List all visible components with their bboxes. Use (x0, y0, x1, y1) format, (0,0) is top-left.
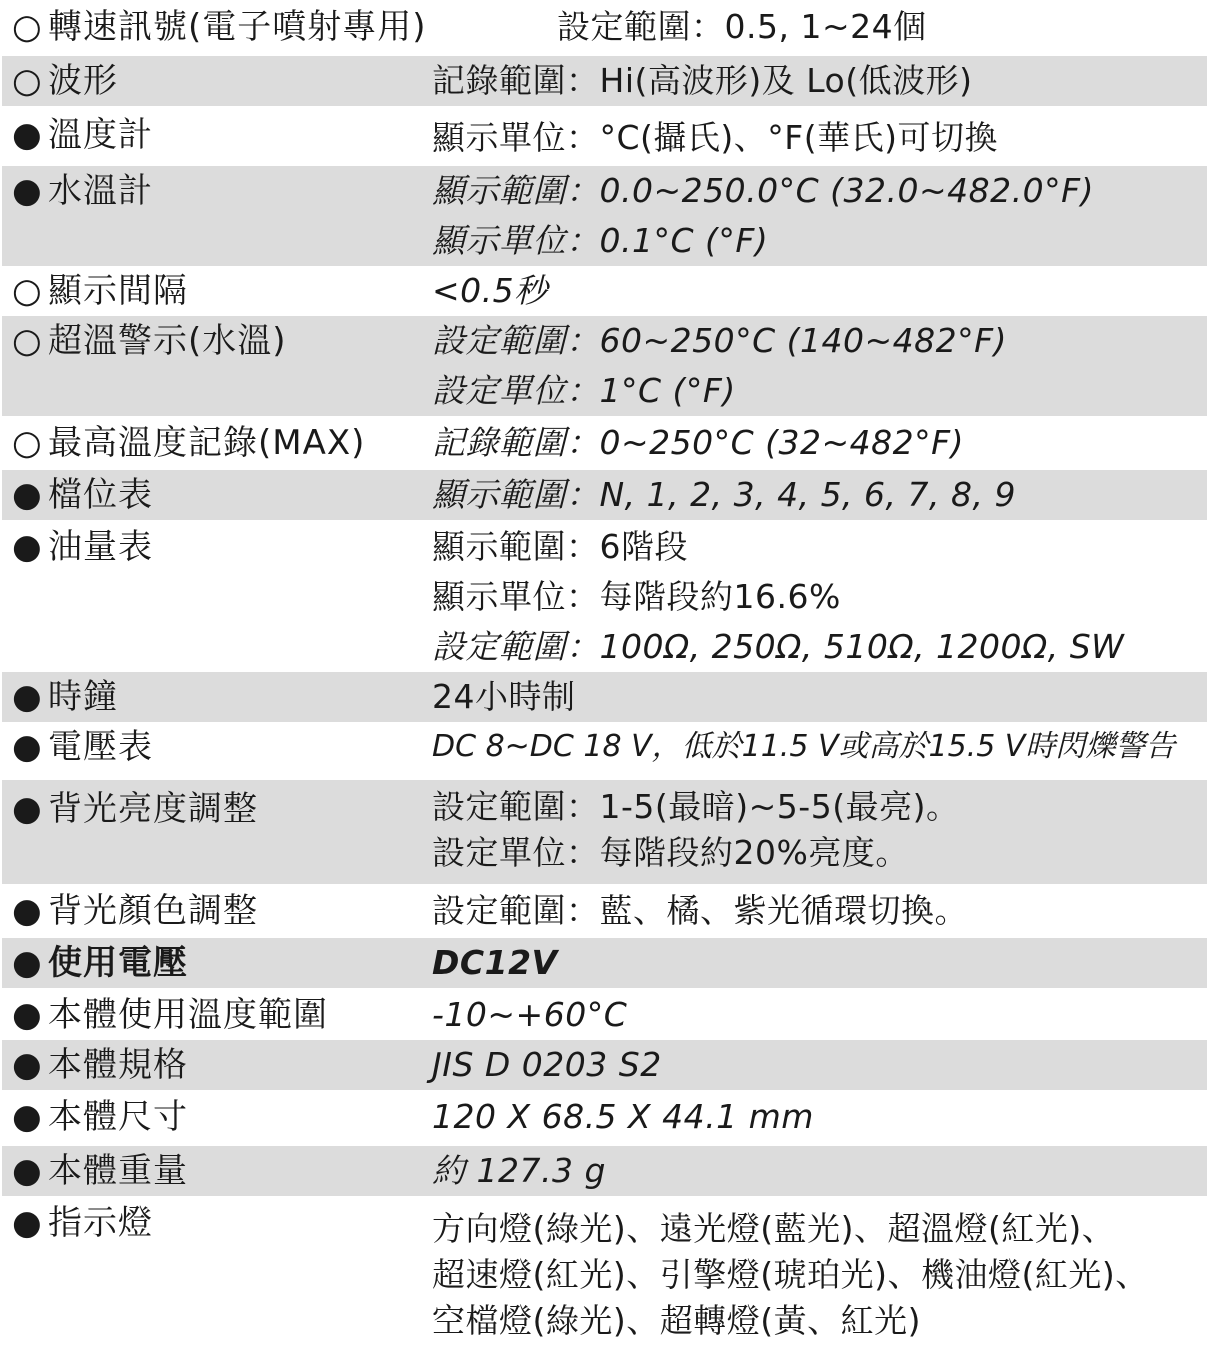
row-value: 設定範圍：1-5(最暗)~5-5(最亮)。 設定單位：每階段約20%亮度。 (432, 787, 960, 872)
table-row (2, 110, 1207, 166)
filled-circle-icon: ● (12, 727, 43, 767)
table-row (2, 672, 1207, 722)
table-row (2, 316, 1207, 416)
row-value: 設定範圍：60~250°C (140~482°F) 設定單位：1°C (°F) (432, 321, 1008, 410)
row-label: ● 背光亮度調整 (12, 784, 258, 834)
table-row (2, 1040, 1207, 1090)
filled-circle-icon: ● (12, 943, 43, 983)
table-row (2, 722, 1207, 778)
row-label: ● 本體使用溫度範圍 (12, 990, 328, 1040)
row-value: 設定範圍：0.5, 1~24個 (557, 7, 927, 46)
row-value: 設定範圍：藍、橘、紫光循環切換。 (432, 891, 968, 930)
filled-circle-icon: ● (12, 891, 43, 931)
table-row (2, 1146, 1207, 1196)
filled-circle-icon: ● (12, 1203, 43, 1243)
row-value: 記錄範圍：0~250°C (32~482°F) (432, 423, 965, 462)
row-label: ● 使用電壓 (12, 938, 188, 988)
hollow-circle-icon: ○ (12, 321, 43, 361)
row-value: 記錄範圍：Hi(高波形)及 Lo(低波形) (432, 61, 973, 100)
row-label: ○ 顯示間隔 (12, 266, 188, 316)
table-row (2, 56, 1207, 106)
row-label: ● 指示燈 (12, 1198, 153, 1248)
row-label: ● 本體尺寸 (12, 1092, 188, 1142)
row-value: 顯示單位：°C(攝氏)、°F(華氏)可切換 (432, 118, 999, 157)
row-value: 顯示範圍：N, 1, 2, 3, 4, 5, 6, 7, 8, 9 (432, 475, 1016, 514)
table-row (2, 418, 1207, 470)
row-value: 顯示範圍：0.0~250.0°C (32.0~482.0°F) 顯示單位：0.1°C (°F) (432, 171, 1094, 260)
table-row (2, 1198, 1207, 1348)
filled-circle-icon: ● (12, 475, 43, 515)
row-value: 24小時制 (432, 677, 576, 716)
row-label: ○ 最高溫度記錄(MAX) (12, 418, 365, 468)
row-label: ○ 波形 (12, 56, 118, 106)
filled-circle-icon: ● (12, 677, 43, 717)
row-label: ○ 超溫警示(水溫) (12, 316, 287, 366)
row-label: ● 電壓表 (12, 722, 153, 772)
filled-circle-icon: ● (12, 1097, 43, 1137)
table-row (2, 2, 1207, 52)
filled-circle-icon: ● (12, 995, 43, 1035)
row-value: <0.5秒 (432, 271, 548, 310)
row-label: ● 背光顏色調整 (12, 886, 258, 936)
table-row (2, 470, 1207, 520)
row-label: ○ 轉速訊號(電子噴射專用) (12, 2, 427, 52)
filled-circle-icon: ● (12, 1151, 43, 1191)
filled-circle-icon: ● (12, 527, 43, 567)
row-value: 120 X 68.5 X 44.1 mm (432, 1097, 814, 1136)
filled-circle-icon: ● (12, 171, 43, 211)
table-row (2, 990, 1207, 1040)
hollow-circle-icon: ○ (12, 61, 43, 101)
row-value: 約 127.3 g (432, 1151, 606, 1190)
row-label: ● 本體重量 (12, 1146, 188, 1196)
row-value: DC12V (432, 943, 558, 982)
row-value: -10~+60°C (432, 995, 628, 1034)
row-label: ● 溫度計 (12, 110, 153, 160)
filled-circle-icon: ● (12, 789, 43, 829)
row-label: ● 檔位表 (12, 470, 153, 520)
table-row (2, 522, 1207, 672)
table-row (2, 938, 1207, 988)
table-row (2, 886, 1207, 938)
table-row (2, 166, 1207, 266)
row-label: ● 時鐘 (12, 672, 118, 722)
row-value: 方向燈(綠光)、遠光燈(藍光)、超溫燈(紅光)、 超速燈(紅光)、引擎燈(琥珀光)、機油燈(紅光)、 空檔燈(綠光)、超轉燈(黃、紅光) (432, 1209, 1149, 1340)
hollow-circle-icon: ○ (12, 423, 43, 463)
row-value: JIS D 0203 S2 (432, 1045, 662, 1084)
row-label: ● 本體規格 (12, 1040, 188, 1090)
hollow-circle-icon: ○ (12, 7, 43, 47)
table-row (2, 266, 1207, 316)
row-value: DC 8~DC 18 V，低於11.5 V或高於15.5 V時閃爍警告 (432, 729, 1176, 764)
hollow-circle-icon: ○ (12, 271, 43, 311)
filled-circle-icon: ● (12, 115, 43, 155)
table-row (2, 780, 1207, 884)
filled-circle-icon: ● (12, 1045, 43, 1085)
table-row (2, 1092, 1207, 1144)
row-label: ● 水溫計 (12, 166, 153, 216)
row-value: 顯示範圍：6階段 顯示單位：每階段約16.6% 設定範圍：100Ω, 250Ω, 510Ω, 1200Ω, SW (432, 527, 1125, 666)
row-label: ● 油量表 (12, 522, 153, 572)
